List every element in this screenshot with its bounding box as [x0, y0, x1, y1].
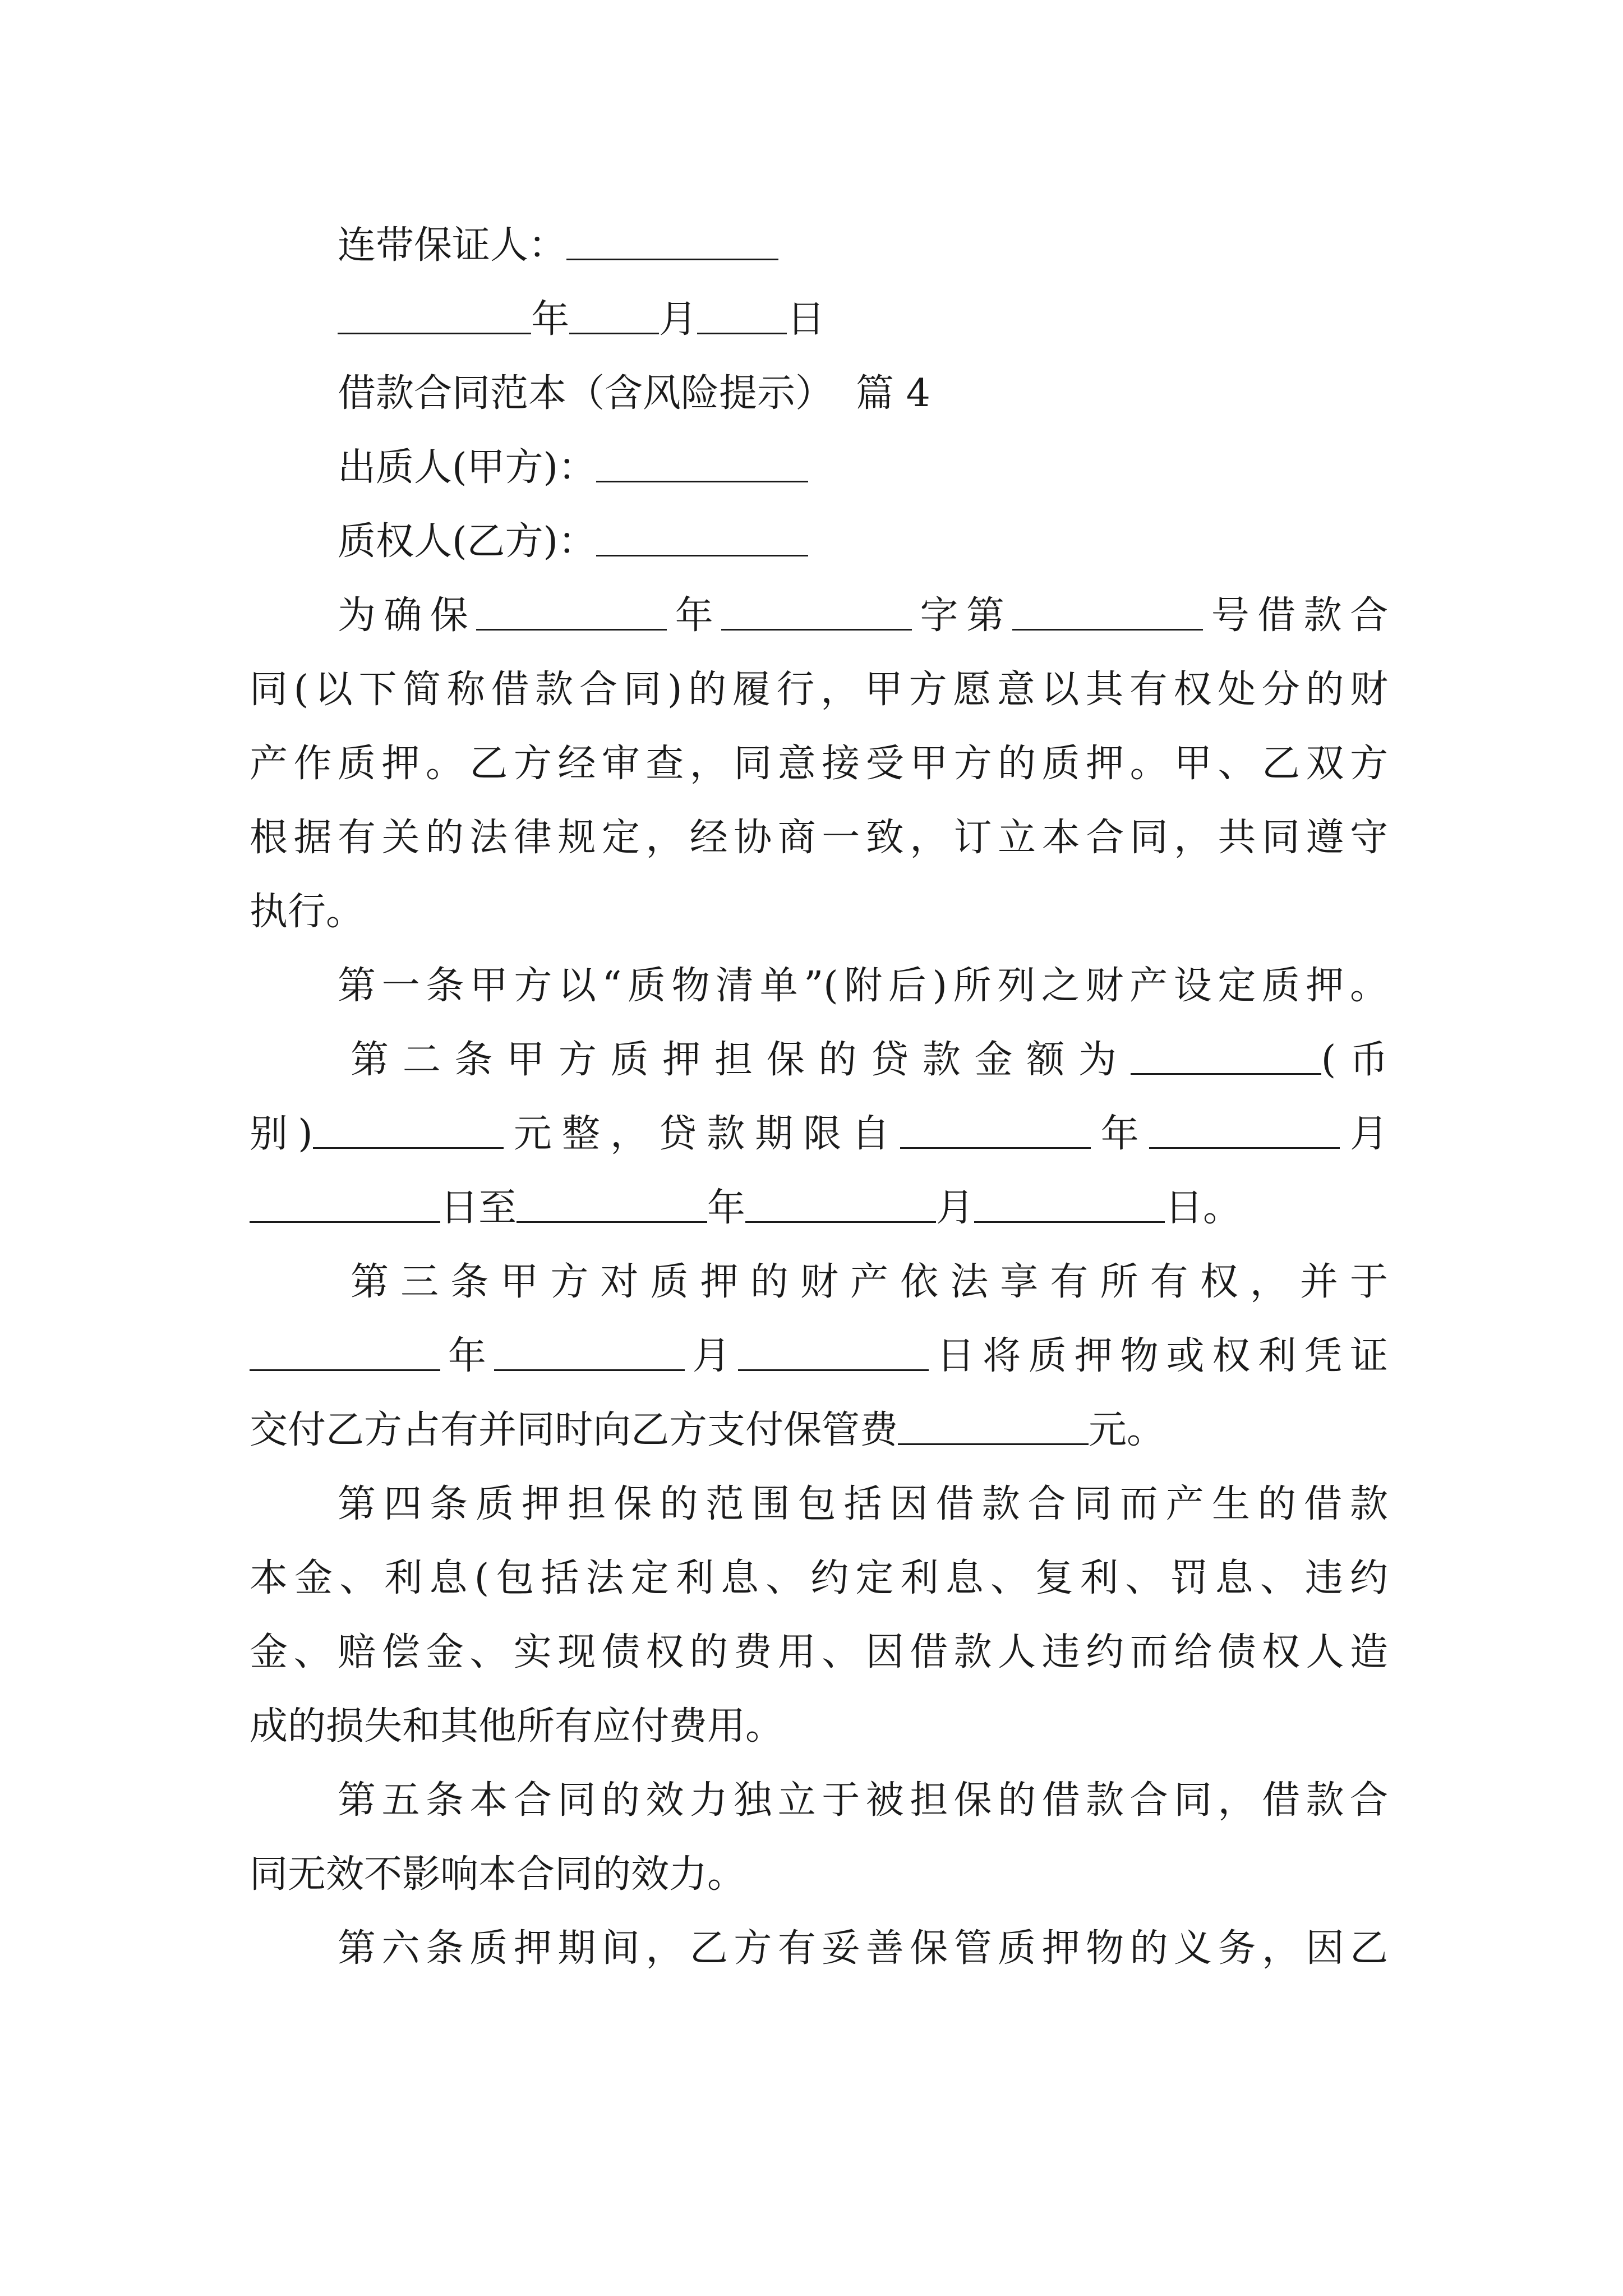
intro-text: 年 [667, 593, 722, 638]
section-title: 借款合同范本（含风险提示） [338, 371, 834, 416]
article-2-text: (币 [1321, 1038, 1388, 1082]
section-heading [338, 366, 1388, 422]
article-3-line-2 [250, 1328, 1388, 1384]
month-label: 月 [659, 297, 698, 342]
delivery-year-blank [250, 1335, 440, 1371]
article-2-text: 日至 [440, 1186, 517, 1230]
delivery-day-blank [738, 1335, 929, 1371]
intro-text: 字第 [912, 593, 1013, 638]
article-2-text: 元整，贷款期限自 [503, 1112, 900, 1156]
article-2-line-3 [250, 1180, 1388, 1236]
pledgee-label: 质权人(乙方)： [338, 519, 597, 564]
start-month-blank [1149, 1112, 1340, 1149]
intro-line-1 [338, 588, 1388, 644]
pledgor-label: 出质人(甲方)： [338, 445, 597, 490]
article-2-text: 年 [1090, 1112, 1149, 1156]
end-month-blank [745, 1186, 936, 1223]
contract-year-blank [476, 594, 667, 631]
pledgee-line [338, 514, 1388, 570]
day-label: 日 [787, 297, 826, 342]
contract-number-blank [1012, 594, 1203, 631]
section-number: 篇 4 [856, 371, 930, 416]
guarantor-blank [566, 224, 778, 260]
article-4-line-4: 成的损失和其他所有应付费用。 [250, 1704, 784, 1749]
month-blank [569, 298, 659, 334]
year-blank [338, 298, 531, 334]
article-6-line-1: 第六条质押期间，乙方有妥善保管质押物的义务，因乙 [338, 1926, 1388, 1971]
article-4-line-1: 第四条质押担保的范围包括因借款合同而产生的借款 [338, 1482, 1388, 1526]
delivery-month-blank [494, 1335, 685, 1371]
article-2-text: 日。 [1165, 1186, 1242, 1230]
article-3-text: 日将质押物或权利凭证 [929, 1334, 1388, 1378]
loan-amount-blank [1131, 1038, 1321, 1075]
article-3-line-1: 第三条甲方对质押的财产依法享有所有权，并于 [351, 1260, 1388, 1304]
pledgee-blank [596, 520, 808, 556]
article-1: 第一条甲方以“质物清单”(附后)所列之财产设定质押。 [338, 964, 1388, 1008]
article-2-text: 第二条甲方质押担保的贷款金额为 [351, 1038, 1131, 1082]
article-2-text: 别) [250, 1112, 313, 1156]
article-3-text: 元。 [1089, 1408, 1165, 1452]
article-2-line-1 [351, 1032, 1388, 1088]
end-day-blank [974, 1186, 1165, 1223]
intro-line-2: 同(以下简称借款合同)的履行，甲方愿意以其有权处分的财 [250, 668, 1388, 712]
contract-word-blank [721, 594, 912, 631]
year-label: 年 [531, 297, 570, 342]
start-year-blank [900, 1112, 1091, 1149]
intro-text: 号借款合 [1203, 593, 1388, 638]
article-3-text: 交付乙方占有并同时向乙方支付保管费 [250, 1408, 898, 1452]
article-4-line-3: 金、赔偿金、实现债权的费用、因借款人违约而给债权人造 [250, 1630, 1388, 1674]
article-2-text: 月 [936, 1186, 975, 1230]
article-3-text: 月 [684, 1334, 739, 1378]
currency-blank [313, 1112, 504, 1149]
start-day-blank [250, 1186, 440, 1223]
pledgor-blank [596, 446, 808, 482]
article-5-line-1: 第五条本合同的效力独立于被担保的借款合同，借款合 [338, 1778, 1388, 1823]
article-5-line-2: 同无效不影响本合同的效力。 [250, 1852, 746, 1897]
guarantor-label: 连带保证人： [338, 223, 567, 268]
article-3-line-3 [250, 1402, 1388, 1458]
article-2-text: 月 [1339, 1112, 1388, 1156]
sign-date-line [338, 292, 1388, 348]
intro-line-4: 根据有关的法律规定，经协商一致，订立本合同，共同遵守 [250, 816, 1388, 860]
article-4-line-2: 本金、利息(包括法定利息、约定利息、复利、罚息、违约 [250, 1556, 1388, 1600]
day-blank [697, 298, 787, 334]
pledgor-line [338, 440, 1388, 496]
intro-text: 为确保 [338, 593, 477, 638]
custody-fee-blank [898, 1409, 1089, 1445]
end-year-blank [517, 1186, 707, 1223]
article-2-text: 年 [707, 1186, 746, 1230]
intro-line-3: 产作质押。乙方经审查，同意接受甲方的质押。甲、乙双方 [250, 742, 1388, 786]
intro-line-5: 执行。 [250, 890, 365, 934]
article-3-text: 年 [440, 1334, 494, 1378]
guarantor-line [338, 218, 1388, 274]
article-2-line-2 [250, 1106, 1388, 1162]
